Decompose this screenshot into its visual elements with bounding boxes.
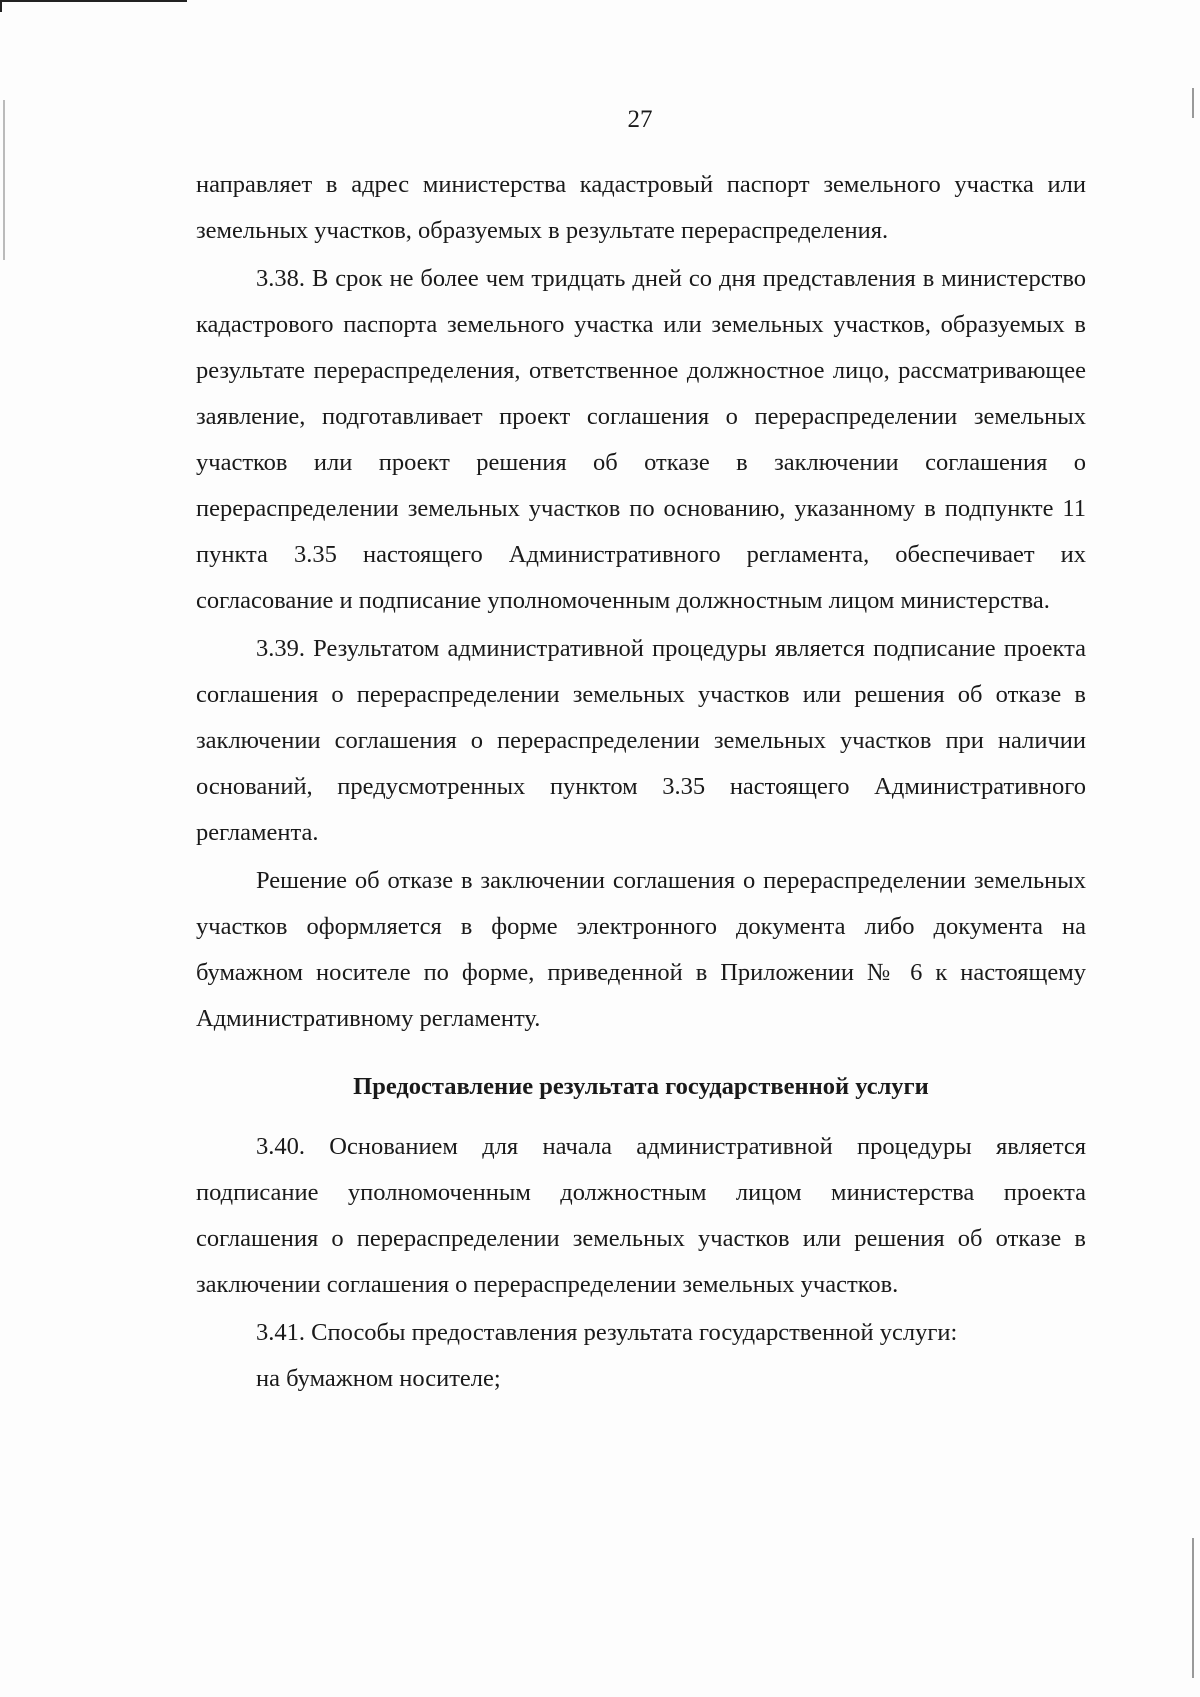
- paragraph-3-41: 3.41. Способы предоставления результата государственной услуги:: [256, 1319, 958, 1346]
- page-number: 27: [627, 106, 653, 133]
- paragraph-paper-medium: на бумажном носителе;: [256, 1365, 501, 1392]
- scan-corner-mark: [0, 0, 187, 12]
- paragraph-3-38: 3.38. В срок не более чем тридцать дней со дня представления в министерство кадастрового паспорта земельного участка или земельных участков, образуемых в результате перераспределения, ответственное должностное лицо, рассматривающее заявление, подготавливает проект соглашения о перераспределении земельных участков или проект решения об отказе в заключении соглашения о перераспределении земельных участков по основанию, указанному в подпункте 11 пункта 3.35 настоящего Административного регламента, обеспечивает их согласование и подписание уполномоченным должностным лицом министерства.: [196, 265, 1086, 614]
- scan-edge-mark: [1192, 1538, 1194, 1678]
- paragraph-continuation: направляет в адрес министерства кадастровый паспорт земельного участка или земельных участков, образуемых в результате перераспределения.: [196, 171, 1086, 244]
- paragraph-3-39: 3.39. Результатом административной процедуры является подписание проекта соглашения о перераспределении земельных участков или решения об отказе в заключении соглашения о перераспределении земельных участков при наличии оснований, предусмотренных пунктом 3.35 настоящего Административного регламента.: [196, 635, 1086, 846]
- section-heading: Предоставление результата государственной услуги: [353, 1073, 929, 1100]
- paragraph-refusal-decision: Решение об отказе в заключении соглашения о перераспределении земельных участков оформляется в форме электронного документа либо документа на бумажном носителе по форме, приведенной в Приложении № 6 к настоящему Административному регламенту.: [196, 867, 1086, 1032]
- paragraph-3-40: 3.40. Основанием для начала административной процедуры является подписание уполномоченным должностным лицом министерства проекта соглашения о перераспределении земельных участков или решения об отказе в заключении соглашения о перераспределении земельных участков.: [196, 1133, 1086, 1298]
- document-body: [196, 162, 1086, 1402]
